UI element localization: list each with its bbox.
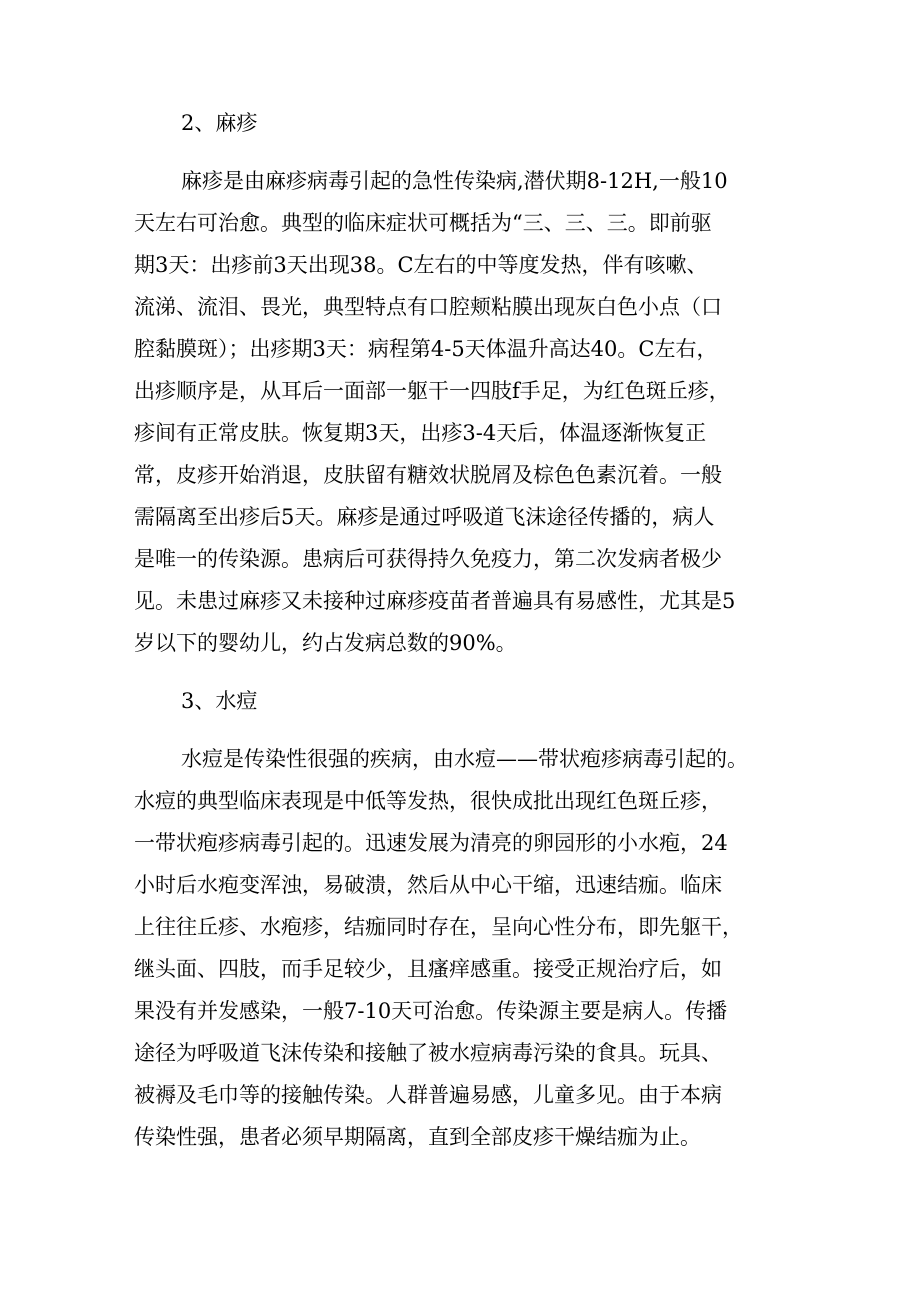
paragraph-line: 常，皮疹开始消退，皮肤留有糖效状脱屑及棕色色素沉着。一般	[134, 463, 722, 487]
section-heading-measles: 2、麻疹	[181, 111, 258, 135]
paragraph-line: 需隔离至出疹后5天。麻疹是通过呼吸道飞沫途径传播的，病人	[134, 505, 715, 529]
paragraph-line: 途径为呼吸道飞沫传染和接触了被水痘病毒污染的食具。玩具、	[134, 1041, 722, 1065]
paragraph-line: 传染性强，患者必须早期隔离，直到全部皮疹干燥结痂为止。	[134, 1125, 701, 1149]
paragraph-line: 一带状疱疹病毒引起的。迅速发展为清亮的卵园形的小水疱，24	[134, 831, 728, 855]
paragraph-line: 水痘的典型临床表现是中低等发热，很快成批出现红色斑丘疹，	[134, 789, 722, 813]
paragraph-line: 水痘是传染性很强的疾病，由水痘——带状疱疹病毒引起的。	[181, 747, 748, 771]
paragraph-line: 麻疹是由麻疹病毒引起的急性传染病,潜伏期8-12H,一般10	[181, 169, 728, 193]
paragraph-line: 疹间有正常皮肤。恢复期3天，出疹3-4天后，体温逐渐恢复正	[134, 421, 707, 445]
paragraph-line: 继头面、四肢，而手足较少，且瘙痒感重。接受正规治疗后，如	[134, 957, 722, 981]
section-heading-chickenpox: 3、水痘	[181, 689, 258, 713]
paragraph-line: 腔黏膜斑）；出疹期3天：病程第4-5天体温升高达40。C左右，	[134, 337, 718, 361]
paragraph-line: 果没有并发感染，一般7-10天可治愈。传染源主要是病人。传播	[134, 999, 728, 1023]
paragraph-line: 出疹顺序是，从耳后一面部一躯干一四肢f手足，为红色斑丘疹，	[134, 379, 730, 403]
paragraph-line: 期3天：出疹前3天出现38。C左右的中等度发热，伴有咳嗽、	[134, 253, 708, 277]
paragraph-line: 是唯一的传染源。患病后可获得持久免疫力，第二次发病者极少	[134, 547, 722, 571]
paragraph-line: 见。未患过麻疹又未接种过麻疹疫苗者普遍具有易感性，尤其是5	[134, 589, 736, 613]
paragraph-line: 上往往丘疹、水疱疹，结痂同时存在，呈向心性分布，即先躯干，	[134, 915, 743, 939]
paragraph-line: 岁以下的婴幼儿，约占发病总数的90%。	[134, 631, 517, 655]
paragraph-line: 天左右可治愈。典型的临床症状可概括为“三、三、三。即前驱	[134, 211, 712, 235]
paragraph-line: 流涕、流泪、畏光，典型特点有口腔颊粘膜出现灰白色小点（口	[134, 295, 722, 319]
paragraph-line: 被褥及毛巾等的接触传染。人群普遍易感，儿童多见。由于本病	[134, 1083, 722, 1107]
paragraph-line: 小时后水疱变浑浊，易破溃，然后从中心干缩，迅速结痂。临床	[134, 873, 722, 897]
